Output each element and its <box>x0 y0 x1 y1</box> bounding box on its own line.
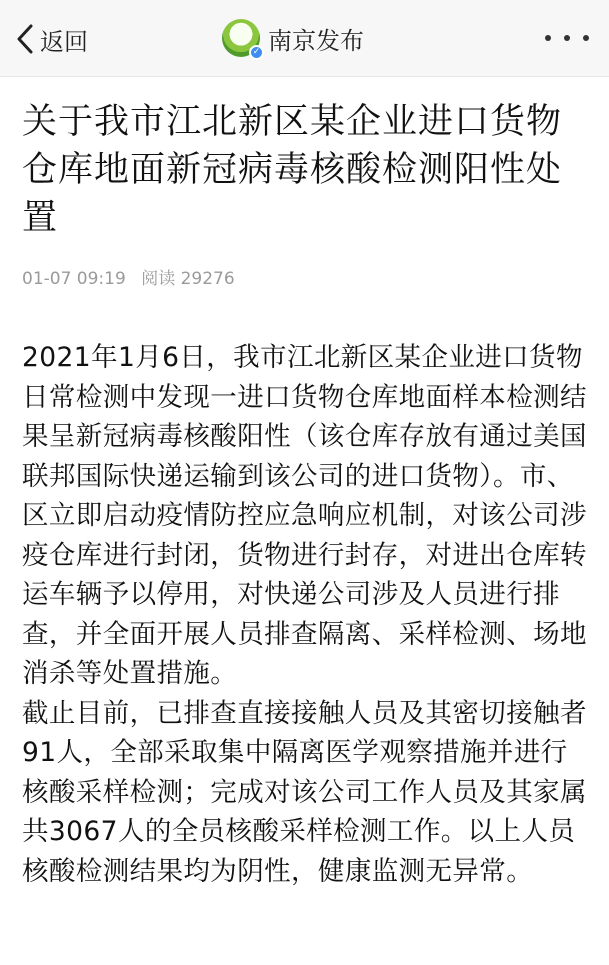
read-count: 29276 <box>180 269 235 289</box>
article-paragraph: 截止目前，已排查直接接触人员及其密切接触者91人，全部采取集中隔离医学观察措施并进行核酸采样检测；完成对该公司工作人员及其家属共3067人的全员核酸采样检测工作。以上人员核酸检测结果均为阴性，健康监测无异常。 <box>22 697 587 887</box>
more-dots-icon <box>564 35 570 41</box>
account-header[interactable] <box>222 18 364 58</box>
top-navigation-bar <box>0 0 609 77</box>
back-label: 返回 <box>40 27 88 56</box>
article-meta <box>22 264 235 289</box>
publish-time: 01-07 09:19 <box>22 269 126 289</box>
verified-badge-icon: ✓ <box>249 45 264 60</box>
more-dots-icon <box>583 35 589 41</box>
more-dots-icon <box>545 35 551 41</box>
read-label: 阅读 <box>141 269 176 289</box>
back-button[interactable] <box>14 20 88 58</box>
account-avatar[interactable] <box>222 19 260 57</box>
account-name[interactable]: 南京发布 <box>268 26 364 55</box>
article-paragraph: 2021年1月6日，我市江北新区某企业进口货物日常检测中发现一进口货物仓库地面样本检测结果呈新冠病毒核酸阳性（该仓库存放有通过美国联邦国际快递运输到该公司的进口货物）。市、区立即启动疫情防控应急响应机制，对该公司涉疫仓库进行封闭，货物进行封存，对进出仓库转运车辆予以停用，对快递公司涉及人员进行排查，并全面开展人员排查隔离、采样检测、场地消杀等处置措施。 <box>22 342 587 689</box>
article-body <box>22 338 590 891</box>
article-title: 关于我市江北新区某企业进口货物仓库地面新冠病毒核酸检测阳性处置 <box>22 102 563 238</box>
more-options-button[interactable] <box>545 22 589 54</box>
chevron-left-icon <box>14 22 36 56</box>
